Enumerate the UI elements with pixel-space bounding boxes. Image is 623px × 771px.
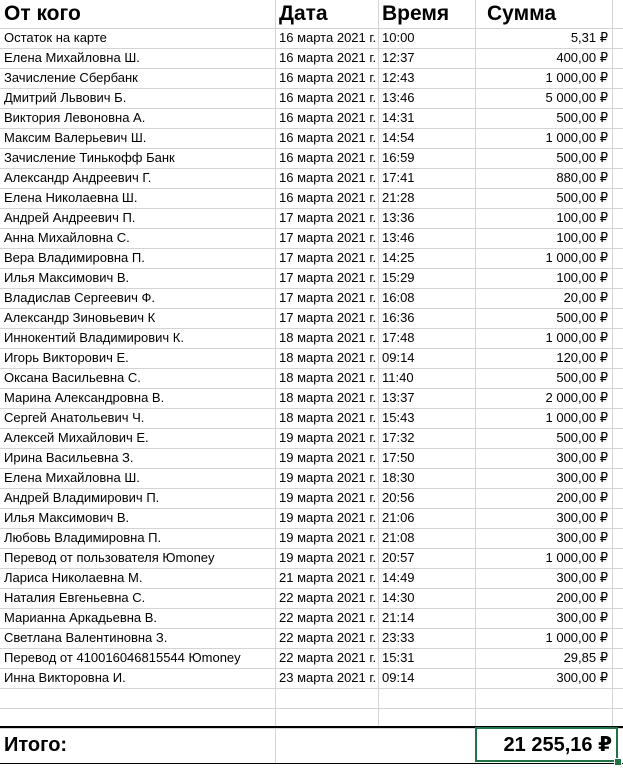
row-gridline [0,588,623,589]
cell-time[interactable]: 21:14 [382,610,415,625]
cell-from[interactable]: Вера Владимировна П. [4,250,145,265]
table-row [0,48,623,68]
cell-from[interactable]: Андрей Владимирович П. [4,490,160,505]
table-row [0,308,623,328]
row-gridline [0,468,623,469]
cell-time[interactable]: 23:33 [382,630,415,645]
cell-amount[interactable]: 300,00 ₽ [556,530,608,545]
column-gridline [378,0,379,727]
cell-date[interactable]: 19 марта 2021 г. [279,530,377,545]
table-row [0,228,623,248]
cell-time[interactable]: 16:36 [382,310,415,325]
cell-time[interactable]: 15:43 [382,410,415,425]
cell-from[interactable]: Елена Михайловна Ш. [4,50,140,65]
row-gridline [0,568,623,569]
cell-date[interactable]: 18 марта 2021 г. [279,350,377,365]
fill-handle[interactable] [614,758,622,766]
table-row [0,88,623,108]
cell-from[interactable]: Ирина Васильевна З. [4,450,134,465]
cell-amount[interactable]: 300,00 ₽ [556,510,608,525]
cell-amount[interactable]: 120,00 ₽ [556,350,608,365]
table-row [0,528,623,548]
cell-time[interactable]: 09:14 [382,670,415,685]
cell-date[interactable]: 19 марта 2021 г. [279,550,377,565]
header-date[interactable]: Дата [279,2,328,25]
table-row [0,128,623,148]
cell-time[interactable]: 18:30 [382,470,415,485]
cell-amount[interactable]: 880,00 ₽ [556,170,608,185]
cell-amount[interactable]: 200,00 ₽ [556,590,608,605]
cell-from[interactable]: Зачисление Тинькофф Банк [4,150,175,165]
cell-time[interactable]: 17:32 [382,430,415,445]
cell-date[interactable]: 19 марта 2021 г. [279,510,377,525]
cell-from[interactable]: Марина Александровна В. [4,390,165,405]
cell-date[interactable]: 19 марта 2021 г. [279,490,377,505]
cell-time[interactable]: 21:06 [382,510,415,525]
cell-from[interactable]: Любовь Владимировна П. [4,530,162,545]
row-gridline [0,308,623,309]
cell-time[interactable]: 15:29 [382,270,415,285]
row-gridline [0,128,623,129]
cell-time[interactable]: 10:00 [382,30,415,45]
cell-date[interactable]: 16 марта 2021 г. [279,190,377,205]
cell-amount[interactable]: 200,00 ₽ [556,490,608,505]
row-gridline [0,68,623,69]
table-row [0,588,623,608]
cell-date[interactable]: 17 марта 2021 г. [279,250,377,265]
cell-from[interactable]: Илья Максимович В. [4,270,130,285]
row-gridline [0,88,623,89]
row-gridline [0,648,623,649]
cell-from[interactable]: Сергей Анатольевич Ч. [4,410,145,425]
cell-time[interactable]: 20:57 [382,550,415,565]
cell-time[interactable]: 15:31 [382,650,415,665]
cell-amount[interactable]: 1 000,00 ₽ [545,130,608,145]
row-gridline [0,188,623,189]
cell-date[interactable]: 16 марта 2021 г. [279,170,377,185]
cell-date[interactable]: 18 марта 2021 г. [279,330,377,345]
cell-time[interactable]: 12:43 [382,70,415,85]
table-row [0,168,623,188]
cell-date[interactable]: 16 марта 2021 г. [279,130,377,145]
row-gridline [0,328,623,329]
row-gridline [0,668,623,669]
total-label[interactable]: Итого: [4,734,68,756]
cell-date[interactable]: 17 марта 2021 г. [279,230,377,245]
cell-time[interactable]: 17:50 [382,450,415,465]
cell-date[interactable]: 19 марта 2021 г. [279,470,377,485]
cell-time[interactable]: 17:48 [382,330,415,345]
table-row [0,148,623,168]
cell-date[interactable]: 23 марта 2021 г. [279,670,377,685]
table-row [0,68,623,88]
cell-date[interactable]: 18 марта 2021 г. [279,390,377,405]
cell-amount[interactable]: 5,31 ₽ [570,30,608,45]
row-gridline [0,248,623,249]
row-gridline [0,28,623,29]
cell-from[interactable]: Александр Андреевич Г. [4,170,152,185]
cell-date[interactable]: 22 марта 2021 г. [279,630,377,645]
cell-date[interactable]: 18 марта 2021 г. [279,370,377,385]
table-row [0,608,623,628]
cell-time[interactable]: 11:40 [382,370,414,385]
cell-amount[interactable]: 1 000,00 ₽ [545,550,608,565]
cell-time[interactable]: 14:31 [382,110,415,125]
cell-from[interactable]: Марианна Аркадьевна В. [4,610,158,625]
cell-amount[interactable]: 500,00 ₽ [556,150,608,165]
cell-amount[interactable]: 500,00 ₽ [556,310,608,325]
cell-amount[interactable]: 500,00 ₽ [556,190,608,205]
cell-amount[interactable]: 100,00 ₽ [556,210,608,225]
cell-time[interactable]: 16:08 [382,290,415,305]
cell-date[interactable]: 17 марта 2021 г. [279,310,377,325]
table-row [0,648,623,668]
row-gridline [0,288,623,289]
table-row [0,668,623,688]
cell-from[interactable]: Анна Михайловна С. [4,230,130,245]
cell-from[interactable]: Зачисление Сбербанк [4,70,138,85]
header-amount[interactable]: Сумма [487,2,557,25]
cell-time[interactable]: 17:41 [382,170,415,185]
cell-from[interactable]: Андрей Андреевич П. [4,210,136,225]
table-row [0,548,623,568]
table-row [0,568,623,588]
cell-amount[interactable]: 1 000,00 ₽ [545,630,608,645]
cell-from[interactable]: Елена Николаевна Ш. [4,190,138,205]
cell-date[interactable]: 21 марта 2021 г. [279,570,377,585]
cell-time[interactable]: 14:49 [382,570,415,585]
table-row [0,508,623,528]
cell-amount[interactable]: 500,00 ₽ [556,370,608,385]
cell-time[interactable]: 14:25 [382,250,415,265]
table-row [0,108,623,128]
table-row [0,368,623,388]
header-time[interactable]: Время [382,2,450,25]
cell-date[interactable]: 16 марта 2021 г. [279,50,377,65]
row-gridline [0,608,623,609]
table-row [0,388,623,408]
table-row [0,28,623,48]
cell-time[interactable]: 09:14 [382,350,415,365]
cell-amount[interactable]: 100,00 ₽ [556,270,608,285]
total-bottom-border [0,763,623,764]
cell-from[interactable]: Александр Зиновьевич К [4,310,156,325]
cell-date[interactable]: 19 марта 2021 г. [279,450,377,465]
table-row [0,448,623,468]
row-gridline [0,628,623,629]
cell-time[interactable]: 20:56 [382,490,415,505]
cell-date[interactable]: 22 марта 2021 г. [279,650,377,665]
cell-from[interactable]: Елена Михайловна Ш. [4,470,140,485]
table-row [0,468,623,488]
cell-amount[interactable]: 5 000,00 ₽ [545,90,608,105]
cell-date[interactable]: 22 марта 2021 г. [279,610,377,625]
cell-amount[interactable]: 1 000,00 ₽ [545,70,608,85]
row-gridline [0,168,623,169]
table-row [0,188,623,208]
cell-amount[interactable]: 29,85 ₽ [563,650,608,665]
cell-from[interactable]: Илья Максимович В. [4,510,130,525]
table-row [0,208,623,228]
cell-amount[interactable]: 300,00 ₽ [556,570,608,585]
cell-date[interactable]: 18 марта 2021 г. [279,410,377,425]
total-amount[interactable]: 21 255,16 ₽ [503,734,612,756]
cell-time[interactable]: 16:59 [382,150,415,165]
cell-amount[interactable]: 2 000,00 ₽ [545,390,608,405]
table-row [0,328,623,348]
cell-amount[interactable]: 100,00 ₽ [556,230,608,245]
cell-time[interactable]: 21:08 [382,530,415,545]
row-gridline [0,408,623,409]
row-gridline [0,548,623,549]
row-gridline [0,428,623,429]
cell-date[interactable]: 16 марта 2021 г. [279,70,377,85]
cell-date[interactable]: 17 марта 2021 г. [279,290,377,305]
cell-from[interactable]: Лариса Николаевна М. [4,570,143,585]
column-gridline [475,0,476,727]
cell-from[interactable]: Перевод от пользователя Юmoney [4,550,215,565]
table-row [0,488,623,508]
row-gridline [0,708,623,709]
cell-time[interactable]: 13:46 [382,90,415,105]
cell-amount[interactable]: 1 000,00 ₽ [545,250,608,265]
table-row [0,428,623,448]
cell-date[interactable]: 22 марта 2021 г. [279,590,377,605]
selected-cell-outline [475,727,618,762]
cell-date[interactable]: 17 марта 2021 г. [279,270,377,285]
cell-from[interactable]: Перевод от 410016046815544 Юmoney [4,650,241,665]
cell-from[interactable]: Дмитрий Львович Б. [4,90,127,105]
column-gridline [275,0,276,727]
row-gridline [0,208,623,209]
row-gridline [0,388,623,389]
cell-from[interactable]: Игорь Викторович Е. [4,350,129,365]
cell-time[interactable]: 13:36 [382,210,415,225]
cell-amount[interactable]: 300,00 ₽ [556,450,608,465]
table-row [0,408,623,428]
table-row [0,288,623,308]
row-gridline [0,268,623,269]
cell-date[interactable]: 16 марта 2021 г. [279,110,377,125]
row-gridline [0,48,623,49]
cell-time[interactable]: 12:37 [382,50,415,65]
row-gridline [0,108,623,109]
table-row [0,268,623,288]
cell-date[interactable]: 19 марта 2021 г. [279,430,377,445]
row-gridline [0,228,623,229]
column-gridline [612,0,613,727]
row-gridline [0,448,623,449]
row-gridline [0,368,623,369]
cell-date[interactable]: 16 марта 2021 г. [279,30,377,45]
cell-from[interactable]: Инна Викторовна И. [4,670,126,685]
cell-from[interactable]: Оксана Васильевна С. [4,370,141,385]
cell-amount[interactable]: 1 000,00 ₽ [545,410,608,425]
row-gridline [0,148,623,149]
cell-from[interactable]: Светлана Валентиновна З. [4,630,168,645]
header-row [0,0,623,28]
cell-time[interactable]: 14:30 [382,590,415,605]
cell-amount[interactable]: 500,00 ₽ [556,430,608,445]
table-row [0,628,623,648]
cell-amount[interactable]: 1 000,00 ₽ [545,330,608,345]
cell-amount[interactable]: 300,00 ₽ [556,470,608,485]
table-row [0,248,623,268]
cell-date[interactable]: 16 марта 2021 г. [279,150,377,165]
cell-amount[interactable]: 300,00 ₽ [556,610,608,625]
cell-date[interactable]: 17 марта 2021 г. [279,210,377,225]
cell-amount[interactable]: 300,00 ₽ [556,670,608,685]
cell-from[interactable]: Виктория Левоновна А. [4,110,146,125]
cell-time[interactable]: 13:37 [382,390,415,405]
cell-amount[interactable]: 20,00 ₽ [563,290,608,305]
cell-amount[interactable]: 500,00 ₽ [556,110,608,125]
cell-from[interactable]: Остаток на карте [4,30,107,45]
cell-from[interactable]: Владислав Сергеевич Ф. [4,290,155,305]
cell-time[interactable]: 14:54 [382,130,415,145]
table-row [0,348,623,368]
header-from[interactable]: От кого [4,2,81,25]
row-gridline [0,348,623,349]
cell-amount[interactable]: 400,00 ₽ [556,50,608,65]
row-gridline [0,528,623,529]
cell-time[interactable]: 21:28 [382,190,415,205]
cell-from[interactable]: Алексей Михайлович Е. [4,430,149,445]
cell-time[interactable]: 13:46 [382,230,415,245]
row-gridline [0,508,623,509]
cell-from[interactable]: Иннокентий Владимирович К. [4,330,184,345]
cell-date[interactable]: 16 марта 2021 г. [279,90,377,105]
row-gridline [0,488,623,489]
cell-from[interactable]: Максим Валерьевич Ш. [4,130,147,145]
row-gridline [0,688,623,689]
cell-from[interactable]: Наталия Евгеньевна С. [4,590,146,605]
